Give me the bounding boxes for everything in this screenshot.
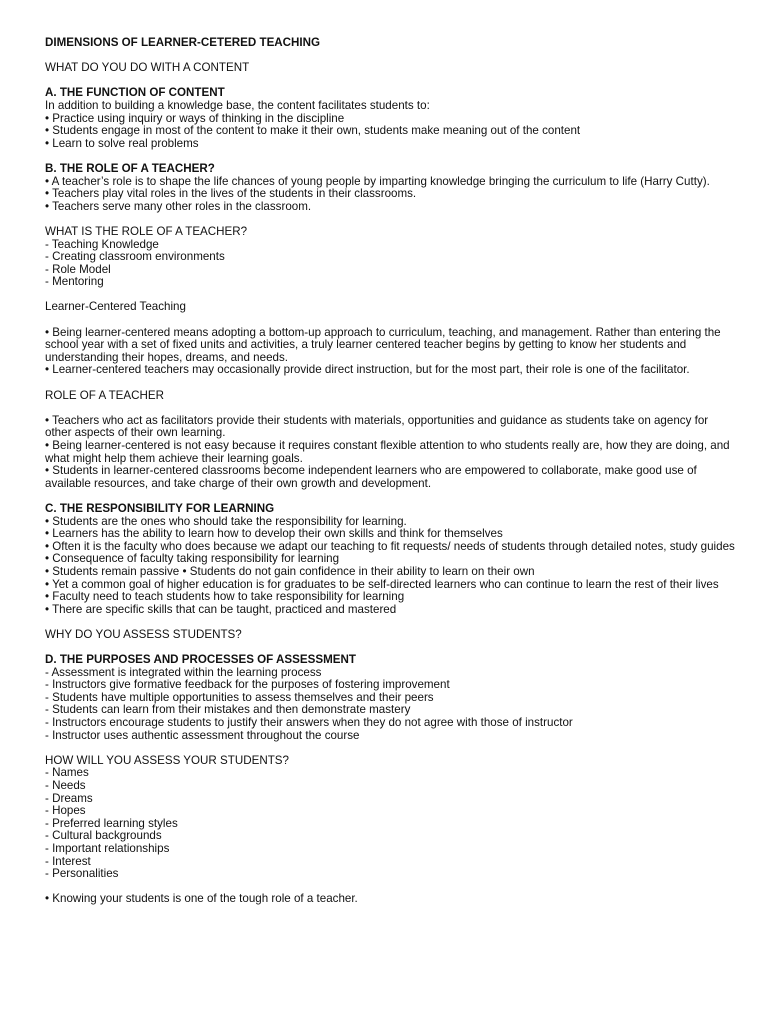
role-question-heading: WHAT IS THE ROLE OF A TEACHER? [45,224,248,238]
section-c-bullet: • Students remain passive • Students do not gain confidence in their ability to learn on their own [45,564,535,578]
section-b-bullet: • Teachers serve many other roles in the classroom. [45,199,312,213]
learner-centered-bullet: • Being learner-centered means adopting a bottom-up approach to curriculum, teaching, and management. Rather than entering the school year with a set of fixed units and activities, a truly learner centered teacher begins by getting to know her students and understanding their hopes, dreams, and needs. [45,325,724,364]
section-a-bullet: • Students engage in most of the content to make it their own, students make meaning out of the content [45,124,581,138]
section-c-heading: C. THE RESPONSIBILITY FOR LEARNING [45,501,275,515]
document-page [45,37,735,906]
how-assess-item: - Important relationships [45,842,170,855]
how-assess-item: - Personalities [45,867,119,881]
assess-question: WHY DO YOU ASSESS STUDENTS? [45,627,242,641]
section-b-bullet: • Teachers play vital roles in the lives of the students in their classrooms. [45,187,417,201]
role-of-teacher-bullet: • Students in learner-centered classrooms become independent learners who are empowered to collaborate, make good use of available resources, and take charge of their own growth and development. [45,464,700,490]
section-a-bullet: • Learn to solve real problems [45,136,199,150]
section-a-intro: In addition to building a knowledge base, the content facilitates students to: [45,98,430,112]
document-title: DIMENSIONS OF LEARNER-CETERED TEACHING [45,36,321,49]
section-c-bullet: • Faculty need to teach students how to take responsibility for learning [45,590,405,604]
role-item: - Mentoring [45,275,104,289]
section-d-item: - Instructors encourage students to justify their answers when they do not agree with those of instructor [45,716,573,730]
section-c-bullet: • Learners has the ability to learn how to develop their own skills and think for themselves [45,527,503,541]
how-assess-item: - Dreams [45,791,93,805]
closing-statement: • Knowing your students is one of the tough role of a teacher. [45,892,358,906]
role-of-teacher-bullet: • Teachers who act as facilitators provide their students with materials, opportunities and guidance as students take on agency for other aspects of their own learning. [45,413,712,440]
role-item: - Teaching Knowledge [45,237,159,251]
section-c-bullet: • There are specific skills that can be taught, practiced and mastered [45,602,397,616]
section-c-bullet: • Consequence of faculty taking responsibility for learning [45,552,340,566]
how-assess-heading: HOW WILL YOU ASSESS YOUR STUDENTS? [45,753,289,767]
document-subtitle: WHAT DO YOU DO WITH A CONTENT [45,61,250,75]
how-assess-item: - Needs [45,779,86,793]
section-d-item: - Instructors give formative feedback for the purposes of fostering improvement [45,678,450,692]
how-assess-item: - Preferred learning styles [45,816,178,830]
role-of-teacher-heading: ROLE OF A TEACHER [45,388,164,402]
role-of-teacher-bullet: • Being learner-centered is not easy because it requires constant flexible attention to who students really are, how they are doing, and what might help them achieve their learning goals. [45,439,733,465]
how-assess-item: - Cultural backgrounds [45,829,162,843]
section-c-bullet: • Often it is the faculty who does because we adapt our teaching to fit requests/ needs of students through detailed notes, study guides [45,539,735,553]
how-assess-item: - Names [45,766,89,780]
section-d-item: - Students have multiple opportunities to assess themselves and their peers [45,690,434,704]
section-d-item: - Students can learn from their mistakes and then demonstrate mastery [45,703,411,717]
section-b-heading: B. THE ROLE OF A TEACHER? [45,161,215,175]
section-d-item: - Assessment is integrated within the learning process [45,665,322,679]
learner-centered-bullet: • Learner-centered teachers may occasionally provide direct instruction, but for the most part, their role is one of the facilitator. [45,363,690,377]
learner-centered-heading: Learner-Centered Teaching [45,300,186,314]
section-d-heading: D. THE PURPOSES AND PROCESSES OF ASSESSMENT [45,653,356,667]
section-c-bullet: • Students are the ones who should take the responsibility for learning. [45,514,407,528]
role-item: - Creating classroom environments [45,250,225,264]
how-assess-item: - Interest [45,854,91,868]
section-a-bullet: • Practice using inquiry or ways of thinking in the discipline [45,111,345,125]
section-a-heading: A. THE FUNCTION OF CONTENT [45,86,225,100]
section-b-bullet: • A teacher’s role is to shape the life chances of young people by imparting knowledge bringing the curriculum to life (Harry Cutty). [45,174,710,188]
section-c-bullet: • Yet a common goal of higher education is for graduates to be self-directed learners who can continue to learn the rest of their lives [45,577,719,591]
how-assess-item: - Hopes [45,804,86,818]
role-item: - Role Model [45,262,111,276]
section-d-item: - Instructor uses authentic assessment throughout the course [45,728,360,742]
